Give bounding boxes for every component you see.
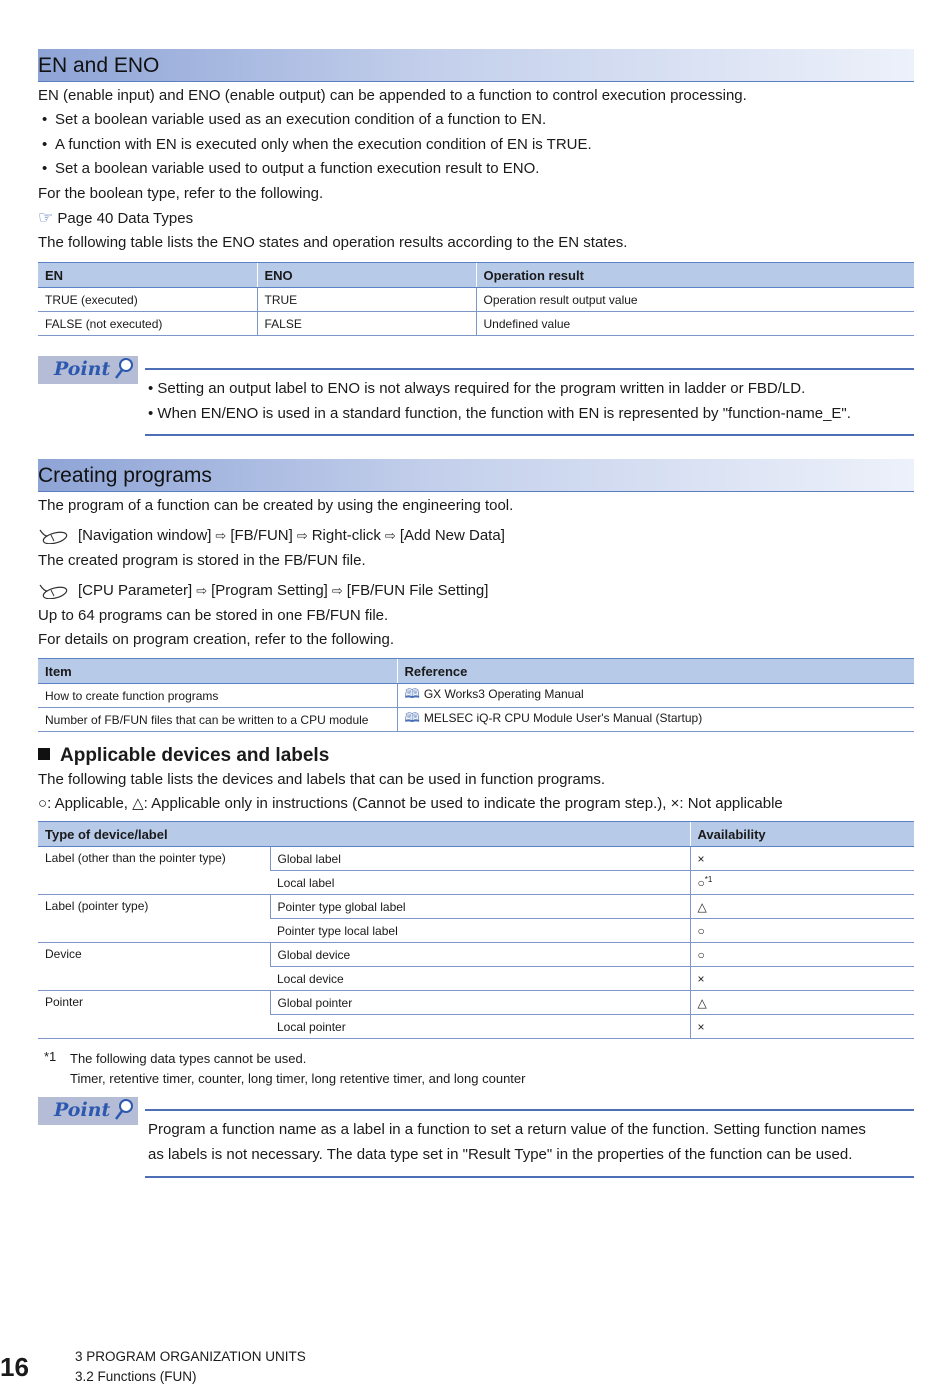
paragraph: For details on program creation, refer to the following. xyxy=(38,631,395,648)
paragraph: Up to 64 programs can be stored in one FB/FUN file. xyxy=(38,607,389,624)
page-reference-link[interactable]: ☞ Page 40 Data Types xyxy=(38,208,194,228)
availability-cell: ○ xyxy=(690,919,914,943)
table-cell: Global label xyxy=(270,847,690,871)
arrow-right-icon: ⇨ xyxy=(331,583,343,598)
table-cell: Label (other than the pointer type) xyxy=(38,847,270,895)
paragraph: For the boolean type, refer to the following. xyxy=(38,185,324,202)
column-header: Operation result xyxy=(476,263,914,288)
table-cell: Global pointer xyxy=(270,991,690,1015)
table-cell: How to create function programs xyxy=(38,684,397,708)
table-cell: Pointer type global label xyxy=(270,895,690,919)
devices-labels-table xyxy=(38,821,914,1039)
point-line: Program a function name as a label in a function to set a return value of the function. Setting function names xyxy=(148,1121,866,1138)
point-badge: Point xyxy=(38,1097,138,1125)
page-number: 16 xyxy=(0,1352,29,1382)
availability-cell: × xyxy=(690,1015,914,1039)
table-cell: Number of FB/FUN files that can be written to a CPU module xyxy=(38,708,397,732)
reference-table xyxy=(38,658,914,732)
navigation-path-1: [Navigation window] ⇨ [FB/FUN] ⇨ Right-click ⇨ [Add New Data] xyxy=(38,527,505,545)
manual-book-icon: 🕮 xyxy=(404,685,420,701)
paragraph: The created program is stored in the FB/FUN file. xyxy=(38,552,366,569)
paragraph: EN (enable input) and ENO (enable output) can be appended to a function to control execution processing. xyxy=(38,87,747,104)
footer-section: 3.2 Functions (FUN) xyxy=(75,1369,197,1384)
table-cell: Local pointer xyxy=(270,1015,690,1039)
subsection-heading: Applicable devices and labels xyxy=(38,745,329,767)
manual-reference-link[interactable]: 🕮 GX Works3 Operating Manual xyxy=(397,684,914,708)
table-cell: Global device xyxy=(270,943,690,967)
point-bottom-rule xyxy=(145,434,914,436)
section-title: Creating programs xyxy=(38,464,212,487)
point-line: • Setting an output label to ENO is not always required for the program written in ladder or FBD/LD. xyxy=(148,380,806,397)
availability-cell: × xyxy=(690,967,914,991)
table-cell: Local device xyxy=(270,967,690,991)
table-row xyxy=(38,312,914,336)
table-cell: Device xyxy=(38,943,270,991)
point-note xyxy=(148,1118,866,1167)
arrow-right-icon: ⇨ xyxy=(296,528,308,543)
availability-cell: ○$^{*1}$ xyxy=(690,871,914,895)
legend-line: ○: Applicable, △: Applicable only in instructions (Cannot be used to indicate the program step.), ×: Not applicable xyxy=(38,795,783,812)
point-top-rule xyxy=(145,1109,914,1111)
table-cell: Local label xyxy=(270,871,690,895)
section-heading-en-eno xyxy=(38,49,914,82)
paragraph: The program of a function can be created by using the engineering tool. xyxy=(38,497,514,514)
point-badge: Point xyxy=(38,356,138,384)
column-header: Type of device/label xyxy=(38,822,690,847)
table-cell: Pointer type local label xyxy=(270,919,690,943)
availability-cell: △ xyxy=(690,991,914,1015)
pointing-hand-icon: ☞ xyxy=(38,208,54,228)
availability-cell: ○ xyxy=(690,943,914,967)
point-line: • When EN/ENO is used in a standard function, the function with EN is represented by "function-name_E". xyxy=(148,404,851,422)
table-cell: Pointer xyxy=(38,991,270,1039)
availability-cell: × xyxy=(690,847,914,871)
point-top-rule xyxy=(145,368,914,370)
table-row xyxy=(38,895,914,919)
point-bottom-rule xyxy=(145,1176,914,1178)
column-header: ENO xyxy=(257,263,476,288)
square-bullet-icon xyxy=(38,748,50,760)
bullet-item: • A function with EN is executed only when the execution condition of EN is TRUE. xyxy=(42,136,592,153)
mouse-icon xyxy=(38,528,70,544)
table-cell: FALSE xyxy=(257,312,476,336)
arrow-right-icon: ⇨ xyxy=(215,528,227,543)
footnote-text: The following data types cannot be used. Timer, retentive timer, counter, long timer, long retentive timer, and long counter xyxy=(70,1051,526,1086)
mouse-icon xyxy=(38,583,70,599)
paragraph: The following table lists the devices and labels that can be used in function programs. xyxy=(38,771,605,788)
footnote-mark: *1 xyxy=(44,1049,57,1064)
table-cell: Undefined value xyxy=(476,312,914,336)
bullet-item: • Set a boolean variable used to output a function execution result to ENO. xyxy=(42,160,540,177)
column-header: Availability xyxy=(690,822,914,847)
table-row xyxy=(38,288,914,312)
en-eno-table xyxy=(38,262,914,336)
table-cell: Operation result output value xyxy=(476,288,914,312)
manual-book-icon: 🕮 xyxy=(404,709,420,725)
footnote xyxy=(44,1049,56,1064)
section-title: EN and ENO xyxy=(38,54,160,77)
table-row xyxy=(38,943,914,967)
table-row xyxy=(38,708,914,732)
column-header: Item xyxy=(38,659,397,684)
table-cell: TRUE (executed) xyxy=(38,288,257,312)
table-cell: FALSE (not executed) xyxy=(38,312,257,336)
applicable-circle-icon: ○ xyxy=(38,795,48,812)
table-row xyxy=(38,847,914,871)
footer-chapter: 3 PROGRAM ORGANIZATION UNITS xyxy=(75,1349,306,1364)
table-cell: Label (pointer type) xyxy=(38,895,270,943)
column-header: Reference xyxy=(397,659,914,684)
magnifier-icon xyxy=(110,356,136,382)
arrow-right-icon: ⇨ xyxy=(196,583,208,598)
table-row xyxy=(38,991,914,1015)
navigation-path-2: [CPU Parameter] ⇨ [Program Setting] ⇨ [FB/FUN File Setting] xyxy=(38,582,488,600)
bullet-item: • Set a boolean variable used as an execution condition of a function to EN. xyxy=(42,111,547,128)
section-heading-creating-programs xyxy=(38,459,914,492)
paragraph: The following table lists the ENO states and operation results according to the EN states. xyxy=(38,234,628,251)
table-row xyxy=(38,684,914,708)
manual-reference-link[interactable]: 🕮 MELSEC iQ-R CPU Module User's Manual (Startup) xyxy=(397,708,914,732)
arrow-right-icon: ⇨ xyxy=(384,528,396,543)
column-header: EN xyxy=(38,263,257,288)
magnifier-icon xyxy=(110,1097,136,1123)
availability-cell: △ xyxy=(690,895,914,919)
point-line: as labels is not necessary. The data type set in "Result Type" in the properties of the function can be used. xyxy=(148,1145,853,1163)
table-cell: TRUE xyxy=(257,288,476,312)
point-note xyxy=(148,377,851,426)
